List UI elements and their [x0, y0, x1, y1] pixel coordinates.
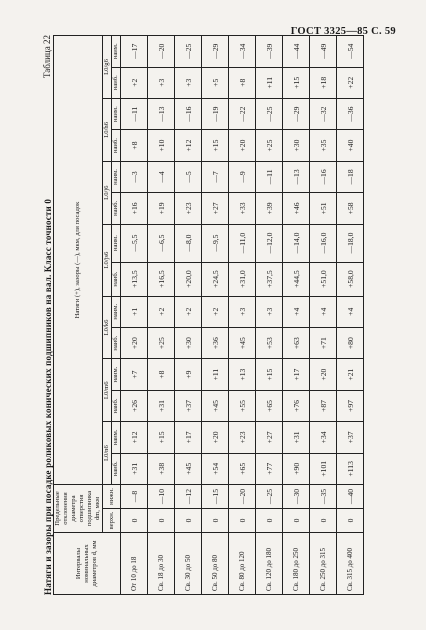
- table-row: [121, 36, 148, 595]
- row-lower: —20: [229, 485, 256, 509]
- row-value: —54: [337, 36, 364, 68]
- row-value: —19: [202, 98, 229, 129]
- row-value: —9: [229, 161, 256, 192]
- row-lower: —25: [256, 485, 283, 509]
- row-value: +7: [121, 359, 148, 390]
- header-max: наиб.: [112, 262, 121, 296]
- row-upper: 0: [202, 509, 229, 533]
- row-value: +90: [283, 453, 310, 484]
- header-fit: L0/k6: [103, 296, 112, 359]
- row-value: +3: [229, 296, 256, 327]
- row-value: +25: [148, 327, 175, 358]
- row-value: —25: [175, 36, 202, 68]
- row-value: +20: [202, 422, 229, 453]
- row-value: +65: [229, 453, 256, 484]
- row-value: +26: [121, 390, 148, 421]
- row-value: +24,5: [202, 262, 229, 296]
- row-value: +34: [310, 422, 337, 453]
- row-value: +20: [229, 130, 256, 161]
- table-row: [175, 36, 202, 595]
- row-value: +58,0: [337, 262, 364, 296]
- row-lower: —15: [202, 485, 229, 509]
- row-value: —5,5: [121, 224, 148, 262]
- row-value: +17: [283, 359, 310, 390]
- header-fit: L0/j6: [103, 161, 112, 224]
- row-value: —5: [175, 161, 202, 192]
- header-fit: L0/h6: [103, 98, 112, 161]
- row-value: +30: [283, 130, 310, 161]
- table-row: [148, 36, 175, 595]
- header-interval: Интервалы номинальных диаметров d, мм: [54, 533, 121, 595]
- row-value: +65: [256, 390, 283, 421]
- row-lower: —30: [283, 485, 310, 509]
- row-value: +1: [121, 296, 148, 327]
- row-value: —18: [337, 161, 364, 192]
- header-min: наим.: [112, 296, 121, 327]
- row-value: +10: [148, 130, 175, 161]
- header-fit: L0/js6: [103, 224, 112, 296]
- row-value: +31: [283, 422, 310, 453]
- rotated-table-block: [27, 35, 399, 595]
- header-min: наим.: [112, 359, 121, 390]
- table-row: [310, 36, 337, 595]
- header-min: наим.: [112, 36, 121, 68]
- header-lower: нижн.: [103, 485, 121, 509]
- row-value: —49: [310, 36, 337, 68]
- row-value: —17: [121, 36, 148, 68]
- row-value: +4: [337, 296, 364, 327]
- header-max: наиб.: [112, 193, 121, 224]
- row-lower: —12: [175, 485, 202, 509]
- row-value: +17: [175, 422, 202, 453]
- header-max: наиб.: [112, 327, 121, 358]
- row-value: +8: [148, 359, 175, 390]
- row-value: +4: [310, 296, 337, 327]
- row-value: +23: [175, 193, 202, 224]
- row-value: —8,0: [175, 224, 202, 262]
- row-value: +51: [310, 193, 337, 224]
- header-min: наим.: [112, 422, 121, 453]
- row-value: +16,5: [148, 262, 175, 296]
- row-value: +25: [256, 130, 283, 161]
- row-value: +87: [310, 390, 337, 421]
- header-max: наиб.: [112, 453, 121, 484]
- row-value: +76: [283, 390, 310, 421]
- row-upper: 0: [337, 509, 364, 533]
- row-value: +45: [175, 453, 202, 484]
- row-value: +15: [256, 359, 283, 390]
- row-value: —13: [148, 98, 175, 129]
- row-value: —32: [310, 98, 337, 129]
- row-value: —4: [148, 161, 175, 192]
- row-value: +2: [175, 296, 202, 327]
- row-value: —7: [202, 161, 229, 192]
- row-value: +11: [256, 67, 283, 98]
- row-value: —36: [337, 98, 364, 129]
- header-min: наим.: [112, 224, 121, 262]
- row-value: +37: [175, 390, 202, 421]
- row-upper: 0: [256, 509, 283, 533]
- row-value: —14,0: [283, 224, 310, 262]
- row-value: +40: [337, 130, 364, 161]
- row-value: +37,5: [256, 262, 283, 296]
- row-value: +8: [121, 130, 148, 161]
- row-value: +63: [283, 327, 310, 358]
- row-value: —11: [121, 98, 148, 129]
- row-value: +31: [148, 390, 175, 421]
- row-value: +16: [121, 193, 148, 224]
- header-upper: верхн.: [103, 509, 121, 533]
- row-value: —11,0: [229, 224, 256, 262]
- row-value: —6,5: [148, 224, 175, 262]
- row-value: +51,0: [310, 262, 337, 296]
- row-value: +15: [202, 130, 229, 161]
- row-value: +3: [175, 67, 202, 98]
- table-row: [229, 36, 256, 595]
- row-value: —34: [229, 36, 256, 68]
- row-value: +46: [283, 193, 310, 224]
- row-value: +19: [148, 193, 175, 224]
- row-value: +2: [202, 296, 229, 327]
- row-upper: 0: [229, 509, 256, 533]
- row-value: +20: [310, 359, 337, 390]
- row-interval: Св. 250 до 315: [310, 533, 337, 595]
- row-value: +77: [256, 453, 283, 484]
- row-value: +38: [148, 453, 175, 484]
- row-value: +58: [337, 193, 364, 224]
- row-value: +12: [121, 422, 148, 453]
- row-value: —39: [256, 36, 283, 68]
- row-value: +5: [202, 67, 229, 98]
- row-interval: Св. 30 до 50: [175, 533, 202, 595]
- row-value: +3: [148, 67, 175, 98]
- row-value: +23: [229, 422, 256, 453]
- row-upper: 0: [121, 509, 148, 533]
- row-value: +101: [310, 453, 337, 484]
- row-value: +18: [310, 67, 337, 98]
- header-fit: L0/m6: [103, 359, 112, 422]
- table-row: [202, 36, 229, 595]
- row-upper: 0: [175, 509, 202, 533]
- row-lower: —8: [121, 485, 148, 509]
- table-caption: [27, 35, 53, 595]
- header-max: наиб.: [112, 67, 121, 98]
- row-value: —16: [175, 98, 202, 129]
- row-interval: Св. 50 до 80: [202, 533, 229, 595]
- row-value: —12,0: [256, 224, 283, 262]
- row-value: +27: [202, 193, 229, 224]
- row-value: +31: [121, 453, 148, 484]
- table-row: [256, 36, 283, 595]
- row-value: —9,5: [202, 224, 229, 262]
- row-value: +45: [229, 327, 256, 358]
- row-value: +54: [202, 453, 229, 484]
- row-value: +39: [256, 193, 283, 224]
- table-title: Натяги и зазоры при посадке роликовых конических подшипников на вал. Класс точности 0: [43, 198, 53, 595]
- row-value: +9: [175, 359, 202, 390]
- row-interval: Св. 180 до 250: [283, 533, 310, 595]
- row-value: —44: [283, 36, 310, 68]
- row-value: +113: [337, 453, 364, 484]
- row-value: —16: [310, 161, 337, 192]
- header-min: наим.: [112, 98, 121, 129]
- header-fits-group: Натяги (+), зазоры (—), мкм, для посадок: [54, 36, 103, 485]
- row-value: —18,0: [337, 224, 364, 262]
- row-value: —16,0: [310, 224, 337, 262]
- header-fit: L0/n6: [103, 422, 112, 485]
- row-value: +71: [310, 327, 337, 358]
- row-value: +80: [337, 327, 364, 358]
- row-value: +11: [202, 359, 229, 390]
- row-value: +30: [175, 327, 202, 358]
- row-value: +45: [202, 390, 229, 421]
- row-interval: Св. 80 до 120: [229, 533, 256, 595]
- row-value: —25: [256, 98, 283, 129]
- row-lower: —35: [310, 485, 337, 509]
- table-number: Таблица 22: [42, 35, 52, 78]
- header-min: наим.: [112, 161, 121, 192]
- row-value: +22: [337, 67, 364, 98]
- row-value: —22: [229, 98, 256, 129]
- row-value: +55: [229, 390, 256, 421]
- row-value: +31,0: [229, 262, 256, 296]
- row-value: +13: [229, 359, 256, 390]
- table-body: [121, 36, 364, 595]
- row-value: +3: [256, 296, 283, 327]
- header-deviations: Предельные отклонения диаметра отверстия подшипника dm, мкм: [54, 485, 103, 533]
- row-value: +20,0: [175, 262, 202, 296]
- row-value: —3: [121, 161, 148, 192]
- table-row: [337, 36, 364, 595]
- row-lower: —40: [337, 485, 364, 509]
- row-value: —29: [283, 98, 310, 129]
- row-value: —29: [202, 36, 229, 68]
- row-value: +12: [175, 130, 202, 161]
- row-value: +33: [229, 193, 256, 224]
- row-interval: Св. 120 до 180: [256, 533, 283, 595]
- row-lower: —10: [148, 485, 175, 509]
- row-upper: 0: [148, 509, 175, 533]
- row-upper: 0: [310, 509, 337, 533]
- row-value: —11: [256, 161, 283, 192]
- row-value: +21: [337, 359, 364, 390]
- row-value: +2: [121, 67, 148, 98]
- header-max: наиб.: [112, 390, 121, 421]
- row-value: +36: [202, 327, 229, 358]
- table-row: [283, 36, 310, 595]
- row-interval: Св. 18 до 30: [148, 533, 175, 595]
- row-value: +2: [148, 296, 175, 327]
- page-header: ГОСТ 3325—85 С. 59: [290, 26, 396, 37]
- row-value: +53: [256, 327, 283, 358]
- row-value: —13: [283, 161, 310, 192]
- row-value: +20: [121, 327, 148, 358]
- row-value: +15: [283, 67, 310, 98]
- row-value: +8: [229, 67, 256, 98]
- row-value: +44,5: [283, 262, 310, 296]
- row-value: +27: [256, 422, 283, 453]
- fits-table: [53, 35, 364, 595]
- row-value: +35: [310, 130, 337, 161]
- header-max: наиб.: [112, 130, 121, 161]
- row-interval: Св. 315 до 400: [337, 533, 364, 595]
- row-upper: 0: [283, 509, 310, 533]
- row-value: +37: [337, 422, 364, 453]
- row-value: +15: [148, 422, 175, 453]
- row-value: —20: [148, 36, 175, 68]
- header-fit: L0/g6: [103, 36, 112, 99]
- row-value: +13,5: [121, 262, 148, 296]
- row-interval: От 10 до 18: [121, 533, 148, 595]
- row-value: +4: [283, 296, 310, 327]
- row-value: +97: [337, 390, 364, 421]
